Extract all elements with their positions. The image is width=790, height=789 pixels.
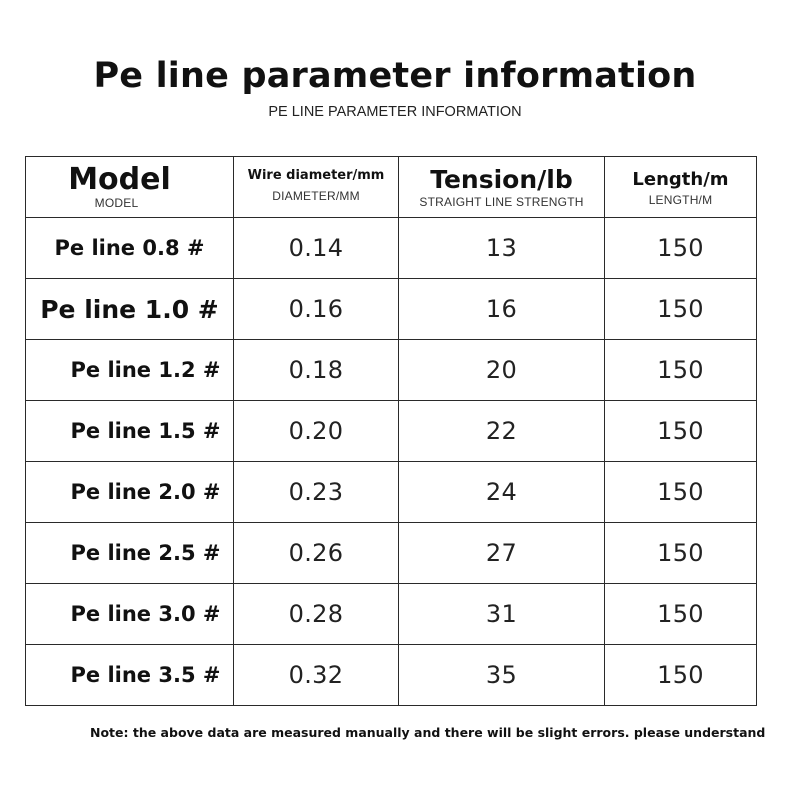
table-row	[26, 462, 757, 523]
diameter-cell: 0.14	[234, 218, 399, 279]
tension-cell: 35	[399, 645, 605, 706]
header-diameter	[234, 157, 399, 218]
table-row	[26, 279, 757, 340]
model-label: Pe line 0.8 #	[54, 236, 205, 260]
model-cell	[26, 523, 234, 584]
header-tension-label: Tension/lb	[430, 165, 573, 194]
header-tension-sublabel: STRAIGHT LINE STRENGTH	[419, 195, 584, 209]
length-cell: 150	[605, 462, 757, 523]
page-title: Pe line parameter information	[93, 56, 697, 96]
model-cell	[26, 462, 234, 523]
model-label: Pe line 3.5 #	[70, 663, 221, 687]
header-model-label: Model	[68, 162, 171, 197]
table-row	[26, 584, 757, 645]
tension-cell: 13	[399, 218, 605, 279]
header-diameter-label: Wire diameter/mm	[247, 168, 385, 183]
model-label: Pe line 1.5 #	[70, 419, 221, 443]
header-length	[605, 157, 757, 218]
diameter-cell: 0.28	[234, 584, 399, 645]
model-label: Pe line 1.0 #	[40, 294, 219, 324]
model-cell	[26, 584, 234, 645]
model-cell	[26, 218, 234, 279]
model-label: Pe line 3.0 #	[70, 602, 221, 626]
length-cell: 150	[605, 584, 757, 645]
table-row	[26, 340, 757, 401]
tension-cell: 27	[399, 523, 605, 584]
header-diameter-sublabel: DIAMETER/MM	[272, 189, 360, 203]
model-label: Pe line 2.0 #	[70, 480, 221, 504]
footnote: Note: the above data are measured manually and there will be slight errors. please understand	[90, 725, 766, 740]
tension-cell: 22	[399, 401, 605, 462]
diameter-cell: 0.16	[234, 279, 399, 340]
model-cell	[26, 401, 234, 462]
model-cell	[26, 279, 234, 340]
table-row	[26, 645, 757, 706]
diameter-cell: 0.32	[234, 645, 399, 706]
diameter-cell: 0.23	[234, 462, 399, 523]
tension-cell: 16	[399, 279, 605, 340]
length-cell: 150	[605, 645, 757, 706]
table-row	[26, 523, 757, 584]
model-cell	[26, 645, 234, 706]
diameter-cell: 0.18	[234, 340, 399, 401]
diameter-cell: 0.20	[234, 401, 399, 462]
tension-cell: 31	[399, 584, 605, 645]
length-cell: 150	[605, 340, 757, 401]
length-cell: 150	[605, 401, 757, 462]
header-length-label: Length/m	[632, 169, 729, 190]
model-cell	[26, 340, 234, 401]
page-subtitle: PE LINE PARAMETER INFORMATION	[268, 104, 522, 120]
diameter-cell: 0.26	[234, 523, 399, 584]
length-cell: 150	[605, 218, 757, 279]
table-row	[26, 401, 757, 462]
header-length-sublabel: LENGTH/M	[648, 193, 713, 207]
header-model-sublabel: MODEL	[94, 196, 139, 210]
model-label: Pe line 2.5 #	[70, 541, 221, 565]
parameter-table	[25, 156, 757, 706]
tension-cell: 20	[399, 340, 605, 401]
table-header-row	[26, 157, 757, 218]
header-model	[26, 157, 234, 218]
length-cell: 150	[605, 279, 757, 340]
table-row	[26, 218, 757, 279]
header-tension	[399, 157, 605, 218]
model-label: Pe line 1.2 #	[70, 358, 221, 382]
length-cell: 150	[605, 523, 757, 584]
tension-cell: 24	[399, 462, 605, 523]
